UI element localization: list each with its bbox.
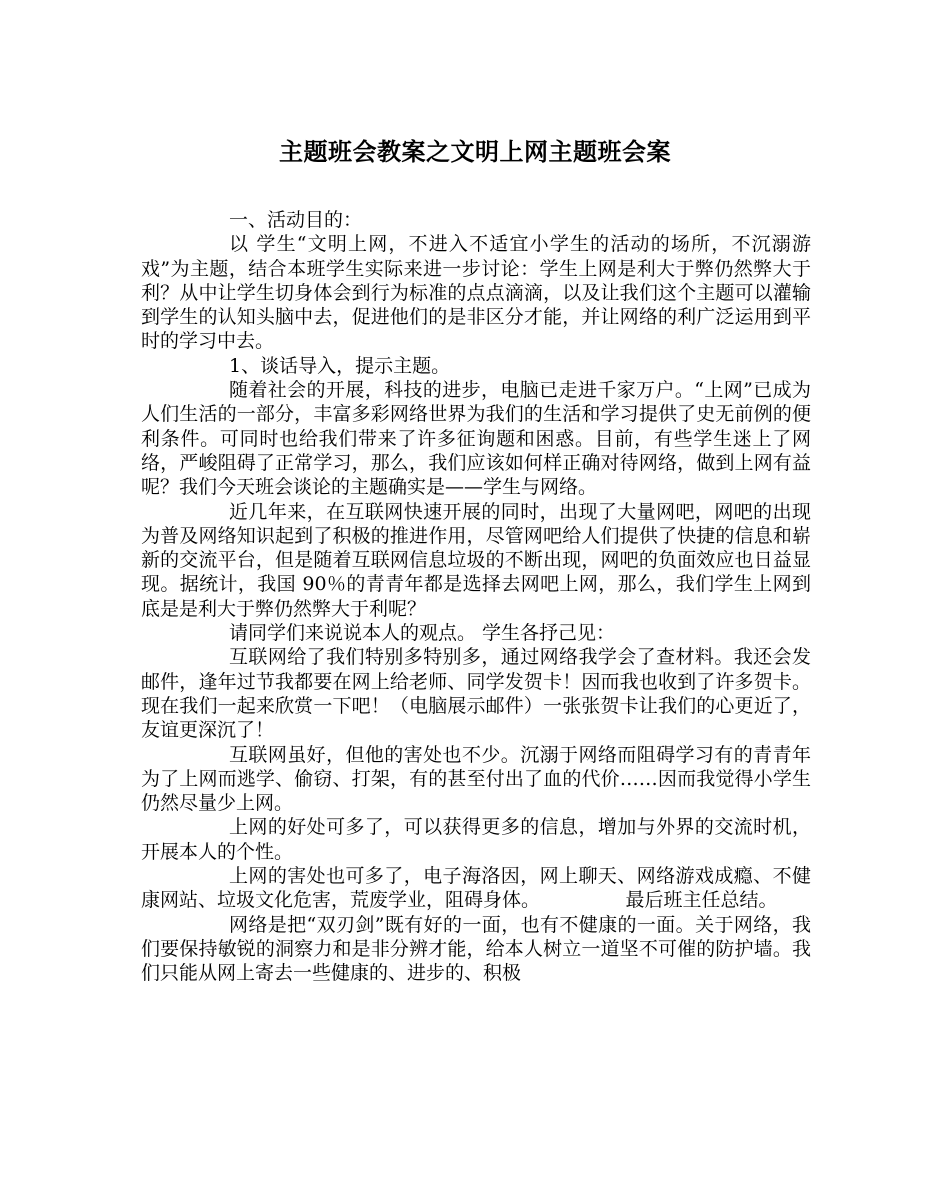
paragraph-summary: 网络是把“双刃剑”既有好的一面，也有不健康的一面。关于网络，我们要保持敏锐的洞察力和是非分辨才能，给本人树立一道坚不可催的防护墙。我们只能从网上寄去一些健康的、进步的、积极 — [141, 913, 811, 985]
paragraph-opinion-4: 上网的害处也可多了，电子海洛因，网上聊天、网络游戏成瘾、不健康网站、垃圾文化危害，荒废学业，阻碍身体。 最后班主任总结。 — [141, 865, 811, 912]
paragraph-step-heading: 1、谈话导入，提示主题。 — [229, 354, 451, 377]
paragraph-opinion-1: 互联网给了我们特别多特别多，通过网络我学会了查材料。我还会发邮件，逢年过节我都要在网上给老师、同学发贺卡！因而我也收到了许多贺卡。现在我们一起来欣赏一下吧！（电脑展示邮件）一张张贺卡让我们的心更近了，友谊更深沉了！ — [141, 646, 811, 742]
paragraph-opinion-2: 互联网虽好，但他的害处也不少。沉溺于网络而阻碍学习有的青青年为了上网而逃学、偷窃、打架，有的甚至付出了血的代价……因而我觉得小学生仍然尽量少上网。 — [141, 743, 811, 815]
paragraph-discussion-prompt: 请同学们来说说本人的观点。 学生各抒己见： — [229, 622, 616, 645]
document-title: 主题班会教案之文明上网主题班会案 — [279, 137, 671, 166]
paragraph-intro: 随着社会的开展，科技的进步，电脑已走进千家万户。“上网”已成为人们生活的一部分，丰富多彩网络世界为我们的生活和学习提供了史无前例的便利条件。可同时也给我们带来了许多征询题和困惑。目前，有些学生迷上了网络，严峻阻碍了正常学习，那么，我们应该如何样正确对待网络，做到上网有益呢？我们今天班会谈论的主题确实是——学生与网络。 — [141, 379, 811, 499]
document-body — [141, 208, 811, 986]
paragraph-objective: 以 学生“文明上网，不进入不适宜小学生的活动的场所，不沉溺游戏”为主题，结合本班学生实际来进一步讨论：学生上网是利大于弊仍然弊大于利？从中让学生切身体会到行为标准的点点滴滴，以及让我们这个主题可以灌输到学生的认知头脑中去，促进他们的是非区分才能，并让网络的利广泛运用到平时的学习中去。 — [141, 233, 811, 353]
paragraph-section-heading: 一、活动目的： — [229, 209, 363, 231]
paragraph-background: 近几年来，在互联网快速开展的同时，出现了大量网吧，网吧的出现为普及网络知识起到了积极的推进作用，尽管网吧给人们提供了快捷的信息和崭新的交流平台，但是随着互联网信息垃圾的不断出现，网吧的负面效应也日益显现。据统计，我国 90％的青青年都是选择去网吧上网，那么，我们学生上网到底是是利大于弊仍然弊大于利呢？ — [141, 500, 811, 620]
paragraph-opinion-3: 上网的好处可多了，可以获得更多的信息，增加与外界的交流时机，开展本人的个性。 — [141, 816, 811, 863]
